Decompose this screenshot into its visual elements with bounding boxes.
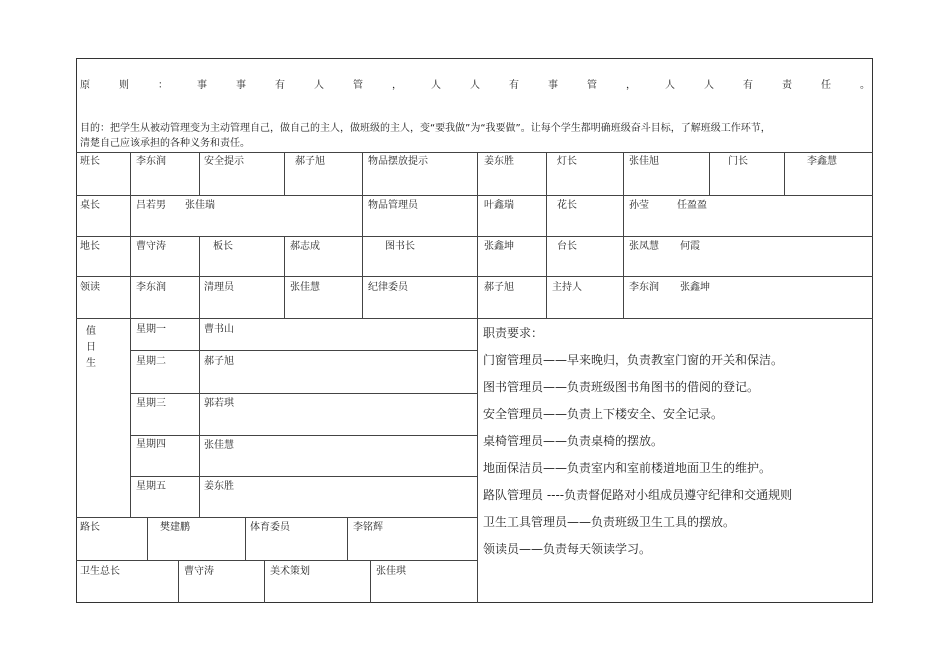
cell-role: 台长 [557, 241, 577, 252]
cell-role: 花长 [557, 200, 577, 211]
row-divider [76, 318, 873, 319]
col-divider [284, 152, 285, 195]
cell-name: 张佳旭 [629, 156, 659, 167]
col-divider [199, 152, 200, 195]
roster-divider [76, 517, 477, 518]
cell-name: 曹守涛 [136, 241, 166, 252]
duty-item: 路队管理员 ----负责督促路对小组成员遵守纪律和交通规则 [483, 488, 793, 502]
col-divider [546, 152, 547, 318]
cell-name: 姜东胜 [484, 156, 514, 167]
cell-name: 曹守涛 [184, 566, 214, 577]
cell-role: 板长 [213, 241, 233, 252]
roster-name: 曹书山 [204, 324, 234, 335]
col-divider [245, 517, 246, 560]
duties-title: 职责要求： [483, 326, 544, 340]
col-divider [784, 152, 785, 195]
col-divider [130, 152, 131, 318]
roster-name: 郭若琪 [204, 398, 234, 409]
roster-divider [130, 476, 477, 477]
roster-day: 星期四 [136, 439, 166, 450]
col-divider [347, 517, 348, 560]
row-divider [76, 152, 873, 153]
cell-name: 张凤慧 [629, 241, 659, 252]
col-divider [130, 318, 131, 517]
col-divider [264, 560, 265, 603]
col-divider [147, 517, 148, 560]
cell-name: 叶鑫瑞 [484, 200, 514, 211]
cell-role: 清理员 [204, 282, 234, 293]
cell-name: 孙莹 [629, 200, 649, 211]
cell-name: 郝子旭 [484, 282, 514, 293]
duty-item: 桌椅管理员——负责桌椅的摆放。 [483, 434, 664, 448]
cell-role: 主持人 [552, 282, 582, 293]
row-divider [76, 236, 873, 237]
cell-name: 李铭辉 [353, 522, 383, 533]
cell-role: 门长 [728, 156, 748, 167]
col-divider [199, 318, 200, 517]
duty-item: 门窗管理员——早来晚归，负责教室门窗的开关和保洁。 [483, 353, 784, 367]
cell-role: 物品管理员 [368, 200, 418, 211]
cell-role: 班长 [80, 156, 100, 167]
col-divider [362, 152, 363, 318]
roster-divider [130, 350, 477, 351]
cell-name: 何霞 [680, 241, 700, 252]
cell-name: 张鑫坤 [680, 282, 710, 293]
cell-name: 李鑫慧 [807, 156, 837, 167]
col-divider [284, 236, 285, 318]
col-divider [370, 560, 371, 603]
row-divider [76, 276, 873, 277]
col-divider [623, 152, 624, 318]
roster-divider [76, 560, 477, 561]
cell-role: 卫生总长 [80, 566, 120, 577]
cell-name: 任盈盈 [677, 200, 707, 211]
cell-role: 体育委员 [250, 522, 290, 533]
roster-day: 星期五 [136, 481, 166, 492]
cell-name: 张佳慧 [290, 282, 320, 293]
col-divider [199, 236, 200, 318]
goal-text: 目的：把学生从被动管理变为主动管理自己，做自己的主人，做班级的主人，变“要我做”为“我要做”。让每个学生都明确班级奋斗目标，了解班级工作环节，清楚自己应该承担的各种义务和责任。 [80, 123, 771, 149]
roster-divider [130, 393, 477, 394]
cell-name: 樊建鹏 [160, 522, 190, 533]
duty-item: 地面保洁员——负责室内和室前楼道地面卫生的维护。 [483, 461, 772, 475]
cell-name: 李东润 [629, 282, 659, 293]
cell-name: 张佳瑞 [185, 200, 215, 211]
cell-role: 路长 [80, 522, 100, 533]
duties-list [483, 353, 792, 569]
cell-name: 郝志成 [290, 241, 320, 252]
cell-role: 图书长 [385, 241, 415, 252]
duty-item: 领读员——负责每天领读学习。 [483, 542, 652, 556]
roster-day: 星期二 [136, 356, 166, 367]
cell-role: 安全提示 [204, 156, 244, 167]
cell-role: 地长 [80, 241, 100, 252]
cell-role: 物品摆放提示 [368, 156, 428, 167]
col-divider [477, 152, 478, 603]
cell-name: 李东润 [136, 156, 166, 167]
duty-item: 图书管理员——负责班级图书角图书的借阅的登记。 [483, 380, 760, 394]
row-divider [76, 195, 873, 196]
cell-name: 郝子旭 [295, 156, 325, 167]
cell-role: 领读 [80, 282, 100, 293]
cell-name: 张佳琪 [376, 566, 406, 577]
duty-item: 卫生工具管理员——负责班级卫生工具的摆放。 [483, 515, 736, 529]
cell-name: 张鑫坤 [484, 241, 514, 252]
cell-name: 吕若男 [136, 200, 166, 211]
roster-day: 星期三 [136, 398, 166, 409]
roster-name: 张佳慧 [204, 440, 234, 451]
cell-role: 灯长 [557, 156, 577, 167]
principle-text: 原则：事事有人管，人人有事管，人人有责任。 [80, 80, 870, 91]
roster-divider [130, 435, 477, 436]
roster-name: 郝子旭 [204, 356, 234, 367]
col-divider [178, 560, 179, 603]
roster-day: 星期一 [136, 324, 166, 335]
col-divider [709, 152, 710, 195]
cell-role: 桌长 [80, 200, 100, 211]
cell-role: 纪律委员 [368, 282, 408, 293]
duty-roster-label: 值日生 [86, 326, 96, 369]
roster-name: 姜东胜 [204, 481, 234, 492]
cell-name: 李东润 [136, 282, 166, 293]
cell-role: 美术策划 [270, 566, 310, 577]
duty-item: 安全管理员——负责上下楼安全、安全记录。 [483, 407, 724, 421]
